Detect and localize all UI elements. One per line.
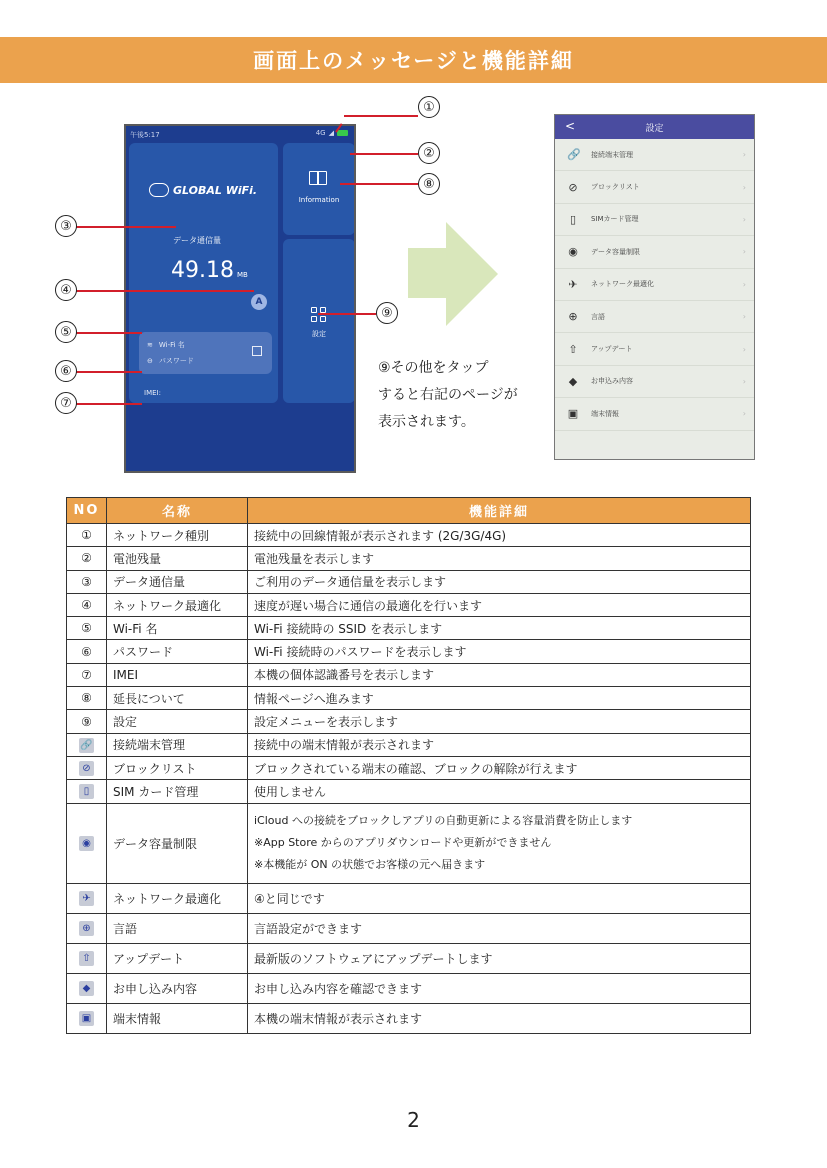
row-detail: ブロックされている端末の確認、ブロックの解除が行えます [248, 756, 751, 779]
data-usage-label: データ通信量 [173, 236, 221, 245]
imei-label: IMEI: [144, 389, 161, 397]
table-row [67, 640, 751, 663]
data-usage-number: 49.18 [171, 258, 234, 283]
row-detail: ご利用のデータ通信量を表示します [248, 570, 751, 593]
row-name: データ容量制限 [107, 803, 248, 883]
callout-line-7 [76, 403, 142, 405]
wifi-name-row [147, 340, 185, 350]
header-detail: 機能詳細 [248, 498, 751, 524]
row-name: 言語 [107, 913, 248, 943]
table-row [67, 883, 751, 913]
row-no: ⑤ [67, 617, 107, 640]
row-detail: ④と同じです [248, 883, 751, 913]
table-row [67, 1003, 751, 1033]
row-name: 設定 [107, 710, 248, 733]
settings-item-language[interactable] [555, 301, 754, 333]
device-icon: ▣ [567, 407, 579, 421]
chevron-right-icon: › [742, 279, 746, 289]
update-icon: ⇧ [568, 342, 578, 356]
settings-button[interactable] [283, 239, 355, 403]
note-line-1: ⑨その他をタップ [378, 360, 489, 376]
grid-icon [311, 307, 327, 323]
chevron-right-icon: › [742, 344, 746, 354]
data-usage-unit: MB [236, 271, 248, 279]
callout-9: ⑨ [376, 302, 398, 324]
sim-card-icon: ▯ [79, 784, 94, 799]
chevron-right-icon: › [742, 247, 746, 257]
link-icon: 🔗 [80, 739, 93, 751]
shield-icon: ◉ [79, 836, 94, 851]
callout-line-6 [76, 371, 142, 373]
table-row [67, 913, 751, 943]
settings-item-label: アップデート [591, 345, 633, 354]
chevron-right-icon: › [742, 182, 746, 192]
chevron-right-icon: › [742, 214, 746, 224]
callout-line-3 [76, 226, 176, 228]
globe-icon: ⊕ [568, 310, 578, 324]
shield-icon: ◉ [568, 245, 578, 259]
row-name: ネットワーク最適化 [107, 883, 248, 913]
settings-item-device-management[interactable] [555, 139, 754, 171]
status-time: 午後5:17 [130, 131, 160, 139]
header-no: NO [67, 498, 107, 524]
row-no: ⑨ [67, 710, 107, 733]
settings-item-block-list[interactable] [555, 171, 754, 203]
page-number: 2 [407, 1108, 420, 1132]
globe-icon: ⊕ [79, 921, 94, 936]
globe-wifi-icon [149, 183, 169, 197]
network-optimize-button[interactable]: A [251, 294, 267, 310]
status-bar [126, 126, 354, 142]
settings-item-label: ネットワーク最適化 [591, 280, 654, 289]
arrow-right-icon [446, 222, 498, 326]
table-row [67, 780, 751, 803]
table-row [67, 617, 751, 640]
row-name: SIM カード管理 [107, 780, 248, 803]
main-panel [129, 143, 278, 403]
settings-item-label: 端末情報 [591, 409, 619, 418]
row-detail: 接続中の端末情報が表示されます [248, 733, 751, 756]
row-detail: お申し込み内容を確認できます [248, 973, 751, 1003]
settings-title: 設定 [645, 123, 664, 134]
settings-item-subscription[interactable] [555, 366, 754, 398]
callout-4: ④ [55, 279, 77, 301]
callout-line-5 [76, 332, 142, 334]
callout-line-9 [318, 313, 376, 315]
sim-card-icon: ▯ [569, 212, 577, 226]
callout-line-4 [76, 290, 254, 292]
drop-icon: ◆ [79, 981, 94, 996]
chevron-right-icon: › [742, 376, 746, 386]
status-right [316, 129, 348, 137]
settings-item-label: 接続端末管理 [591, 150, 633, 159]
table-row [67, 663, 751, 686]
callout-6: ⑥ [55, 360, 77, 382]
arrow-right-body [408, 248, 448, 298]
back-icon[interactable]: < [565, 119, 576, 133]
settings-item-update[interactable] [555, 333, 754, 365]
brand-logo-text: GLOBAL WiFi. [173, 183, 258, 197]
row-no: ⑦ [67, 663, 107, 686]
callout-line-2 [350, 153, 418, 155]
row-detail: 言語設定ができます [248, 913, 751, 943]
callout-1: ① [418, 96, 440, 118]
password-row [147, 356, 194, 366]
row-name: 電池残量 [107, 547, 248, 570]
table-row [67, 547, 751, 570]
book-icon [309, 171, 327, 185]
settings-item-label: 言語 [591, 312, 605, 321]
row-detail: 情報ページへ進みます [248, 687, 751, 710]
row-no: ③ [67, 570, 107, 593]
callout-line-1 [344, 115, 418, 117]
row-detail: 電池残量を表示します [248, 547, 751, 570]
settings-header [555, 115, 754, 139]
settings-note [378, 355, 518, 436]
row-name: Wi-Fi 名 [107, 617, 248, 640]
callout-7: ⑦ [55, 392, 77, 414]
table-row [67, 570, 751, 593]
row-detail: Wi-Fi 接続時の SSID を表示します [248, 617, 751, 640]
row-detail: 本機の個体認識番号を表示します [248, 663, 751, 686]
block-icon: ⊘ [79, 761, 94, 776]
row-name: ブロックリスト [107, 756, 248, 779]
header-name: 名称 [107, 498, 248, 524]
row-detail: 本機の端末情報が表示されます [248, 1003, 751, 1033]
settings-item-data-limit[interactable] [555, 236, 754, 268]
wifi-icon: ≋ [147, 341, 153, 349]
function-detail-table [66, 497, 751, 1034]
rocket-icon: ✈ [79, 891, 94, 906]
wifi-name-label: Wi-Fi 名 [158, 341, 185, 349]
block-icon: ⊘ [568, 180, 578, 194]
row-no: ⑧ [67, 687, 107, 710]
rocket-icon: ✈ [568, 277, 578, 291]
link-icon: 🔗 [567, 148, 581, 162]
chevron-right-icon: › [742, 150, 746, 160]
row-name: パスワード [107, 640, 248, 663]
qr-code-icon[interactable] [252, 346, 262, 356]
settings-item-network-optimize[interactable] [555, 269, 754, 301]
password-label: パスワード [158, 357, 194, 365]
row-detail [248, 803, 751, 883]
information-label: Information [298, 196, 340, 204]
chevron-right-icon: › [742, 409, 746, 419]
settings-screen-mockup [554, 114, 755, 460]
row-no: ② [67, 547, 107, 570]
row-name: お申し込み内容 [107, 973, 248, 1003]
row-detail: 設定メニューを表示します [248, 710, 751, 733]
row-no: ⑥ [67, 640, 107, 663]
row-detail: 使用しません [248, 780, 751, 803]
wifi-info-box [139, 332, 272, 374]
drop-icon: ◆ [568, 374, 578, 388]
battery-icon [337, 130, 348, 136]
table-row [67, 593, 751, 616]
signal-icon: ◢ [328, 129, 334, 137]
chevron-right-icon: › [742, 312, 746, 322]
table-row [67, 943, 751, 973]
row-name: 端末情報 [107, 1003, 248, 1033]
callout-2: ② [418, 142, 440, 164]
row-name: データ通信量 [107, 570, 248, 593]
row-detail: 速度が遅い場合に通信の最適化を行います [248, 593, 751, 616]
information-button[interactable] [283, 143, 355, 235]
device-icon: ▣ [79, 1011, 94, 1026]
settings-item-label: SIMカード管理 [591, 215, 639, 224]
callout-5: ⑤ [55, 321, 77, 343]
update-icon: ⇧ [79, 951, 94, 966]
table-row [67, 756, 751, 779]
row-detail: 最新版のソフトウェアにアップデートします [248, 943, 751, 973]
table-row [67, 710, 751, 733]
callout-line-8 [340, 183, 418, 185]
settings-label: 設定 [312, 330, 326, 338]
row-name: 延長について [107, 687, 248, 710]
settings-item-label: お申込み内容 [591, 377, 633, 386]
detail-line: ※本機能が ON の状態でお客様の元へ届きます [254, 858, 486, 872]
detail-line: iCloud への接続をブロックしアプリの自動更新による容量消費を防止します [254, 814, 633, 828]
settings-item-label: データ容量制限 [591, 247, 640, 256]
row-name: アップデート [107, 943, 248, 973]
table-row [67, 733, 751, 756]
settings-item-device-info[interactable] [555, 398, 754, 430]
settings-item-label: ブロックリスト [591, 183, 640, 192]
row-detail: 接続中の回線情報が表示されます (2G/3G/4G) [248, 524, 751, 547]
detail-line: ※App Store からのアプリダウンロードや更新ができません [254, 836, 552, 850]
device-screen-mockup [124, 124, 356, 473]
data-usage-value [171, 258, 248, 283]
note-line-2: すると右記のページが [378, 387, 518, 403]
row-detail: Wi-Fi 接続時のパスワードを表示します [248, 640, 751, 663]
table-row [67, 803, 751, 883]
callout-8: ⑧ [418, 173, 440, 195]
table-row [67, 524, 751, 547]
table-header-row [67, 498, 751, 524]
row-name: ネットワーク最適化 [107, 593, 248, 616]
row-name: ネットワーク種別 [107, 524, 248, 547]
row-name: 接続端末管理 [107, 733, 248, 756]
page-title: 画面上のメッセージと機能詳細 [253, 49, 574, 73]
page-header-banner [0, 37, 827, 83]
note-line-3: 表示されます。 [378, 414, 475, 430]
row-name: IMEI [107, 663, 248, 686]
lock-icon: ⊖ [147, 357, 153, 365]
row-no: ① [67, 524, 107, 547]
callout-3: ③ [55, 215, 77, 237]
table-row [67, 687, 751, 710]
row-no: ④ [67, 593, 107, 616]
table-row [67, 973, 751, 1003]
brand-logo [149, 183, 257, 197]
settings-item-sim-card[interactable] [555, 204, 754, 236]
network-type: 4G [315, 129, 326, 137]
